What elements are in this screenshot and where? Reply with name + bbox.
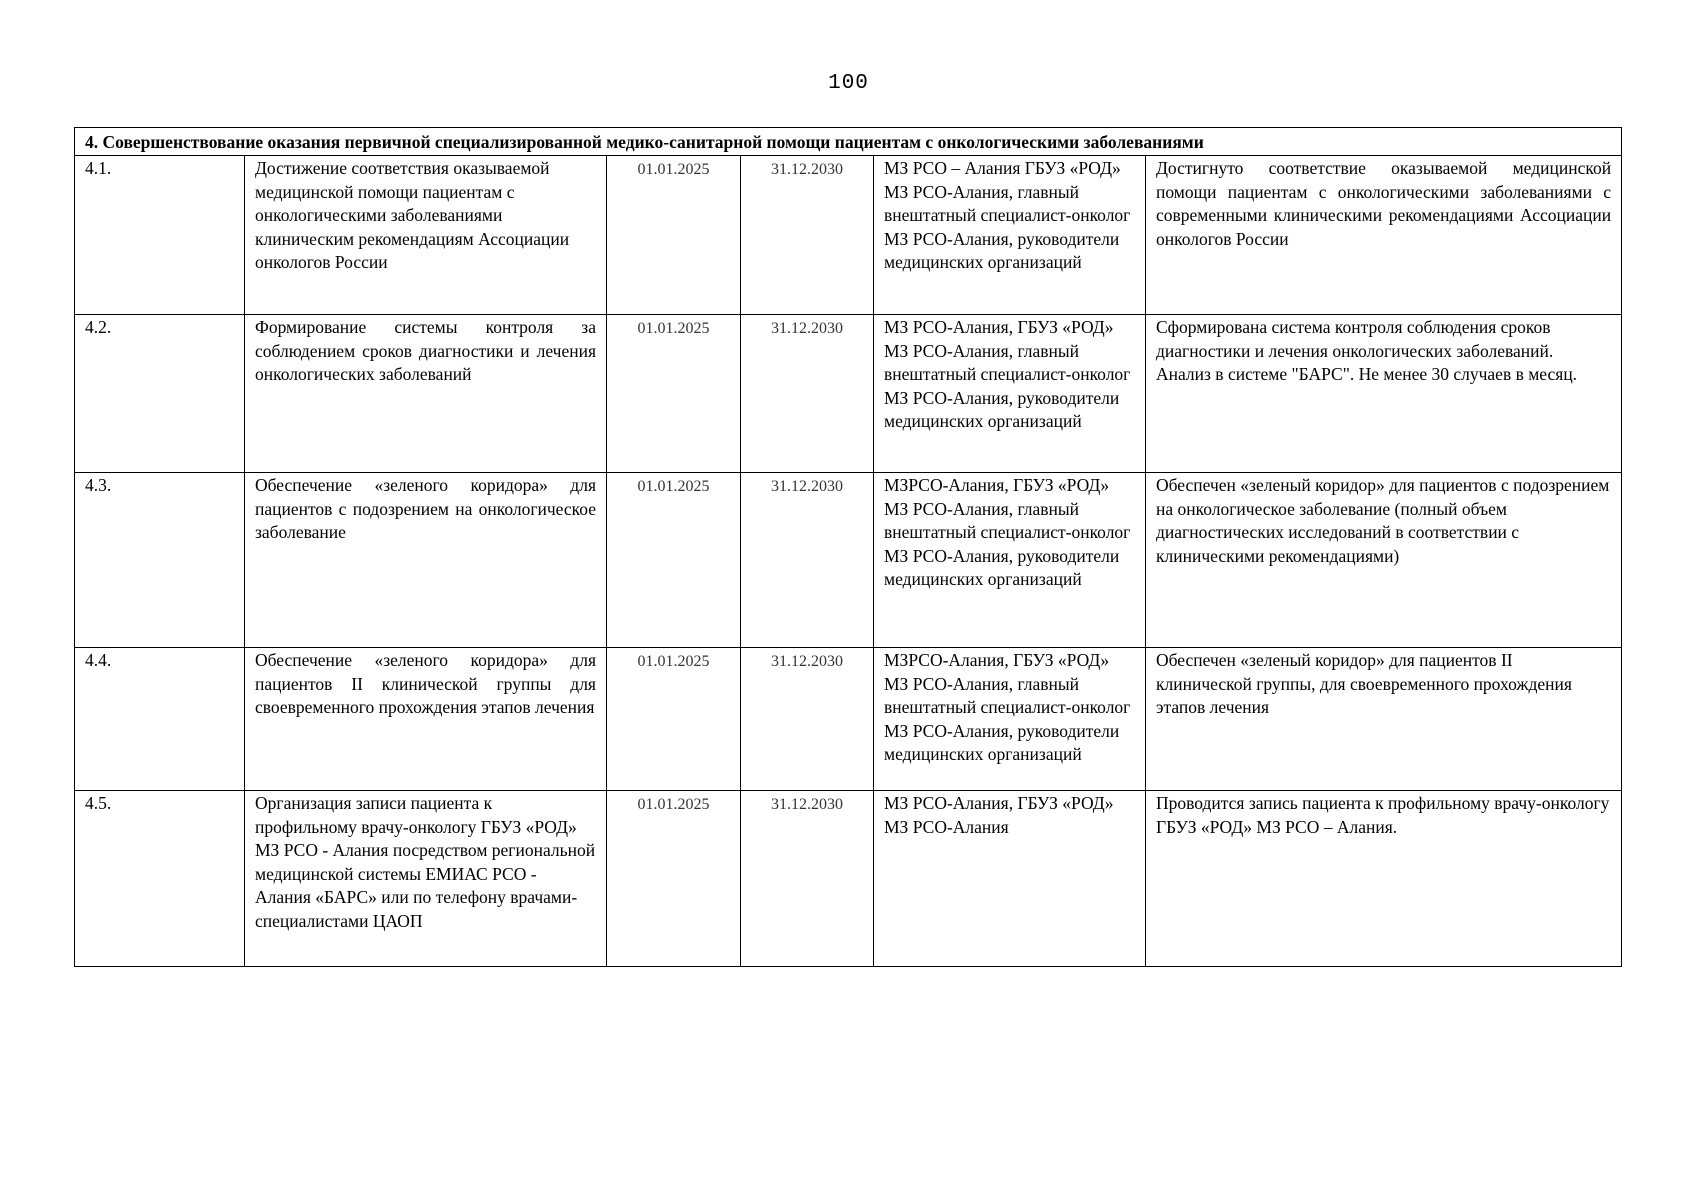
start-date-cell: 01.01.2025 [607,648,741,791]
responsible-cell: МЗРСО-Алания, ГБУЗ «РОД» МЗ РСО-Алания, главный внештатный специалист-онколог МЗ РСО-Алания, руководители медицинских организаций [874,473,1146,648]
start-date-cell: 01.01.2025 [607,156,741,315]
end-date-cell: 31.12.2030 [741,791,874,967]
responsible-cell: МЗ РСО – Алания ГБУЗ «РОД» МЗ РСО-Алания, главный внештатный специалист-онколог МЗ РСО-Алания, руководители медицинских организаций [874,156,1146,315]
table-row [75,315,1622,473]
section-title: 4. Совершенствование оказания первичной специализированной медико-санитарной помощи пациентам с онкологическими заболеваниями [75,128,1622,156]
result-cell: Проводится запись пациента к профильному врачу-онкологу ГБУЗ «РОД» МЗ РСО – Алания. [1146,791,1622,967]
end-date-cell: 31.12.2030 [741,315,874,473]
row-number: 4.4. [75,648,245,791]
end-date-cell: 31.12.2030 [741,648,874,791]
responsible-cell: МЗ РСО-Алания, ГБУЗ «РОД» МЗ РСО-Алания [874,791,1146,967]
event-cell: Обеспечение «зеленого коридора» для пациентов с подозрением на онкологическое заболевание [245,473,607,648]
responsible-cell: МЗ РСО-Алания, ГБУЗ «РОД» МЗ РСО-Алания, главный внештатный специалист-онколог МЗ РСО-Алания, руководители медицинских организаций [874,315,1146,473]
table-row [75,156,1622,315]
row-number: 4.5. [75,791,245,967]
table-row [75,791,1622,967]
start-date-cell: 01.01.2025 [607,473,741,648]
page-number: 100 [828,72,869,95]
end-date-cell: 31.12.2030 [741,156,874,315]
start-date-cell: 01.01.2025 [607,791,741,967]
event-cell: Формирование системы контроля за соблюдением сроков диагностики и лечения онкологических заболеваний [245,315,607,473]
start-date-cell: 01.01.2025 [607,315,741,473]
result-cell: Обеспечен «зеленый коридор» для пациентов II клинической группы, для своевременного прохождения этапов лечения [1146,648,1622,791]
event-cell: Организация записи пациента к профильному врачу-онкологу ГБУЗ «РОД» МЗ РСО - Алания посредством региональной медицинской системы ЕМИАС РСО - Алания «БАРС» или по телефону врачами-специалистами ЦАОП [245,791,607,967]
table-row [75,473,1622,648]
result-cell: Обеспечен «зеленый коридор» для пациентов с подозрением на онкологическое заболевание (полный объем диагностических исследований в соответствии с клиническими рекомендациями) [1146,473,1622,648]
result-cell: Достигнуто соответствие оказываемой медицинской помощи пациентам с онкологическими заболеваниями с современными клиническими рекомендациями Ассоциации онкологов России [1146,156,1622,315]
end-date-cell: 31.12.2030 [741,473,874,648]
table-row [75,648,1622,791]
section-header-row [75,128,1622,156]
event-cell: Обеспечение «зеленого коридора» для пациентов II клинической группы для своевременного прохождения этапов лечения [245,648,607,791]
row-number: 4.2. [75,315,245,473]
action-plan-table [74,127,1622,967]
row-number: 4.3. [75,473,245,648]
responsible-cell: МЗРСО-Алания, ГБУЗ «РОД» МЗ РСО-Алания, главный внештатный специалист-онколог МЗ РСО-Алания, руководители медицинских организаций [874,648,1146,791]
event-cell: Достижение соответствия оказываемой медицинской помощи пациентам с онкологическими заболеваниями клиническим рекомендациям Ассоциации онкологов России [245,156,607,315]
row-number: 4.1. [75,156,245,315]
result-cell: Сформирована система контроля соблюдения сроков диагностики и лечения онкологических заболеваний. Анализ в системе "БАРС". Не менее 30 случаев в месяц. [1146,315,1622,473]
